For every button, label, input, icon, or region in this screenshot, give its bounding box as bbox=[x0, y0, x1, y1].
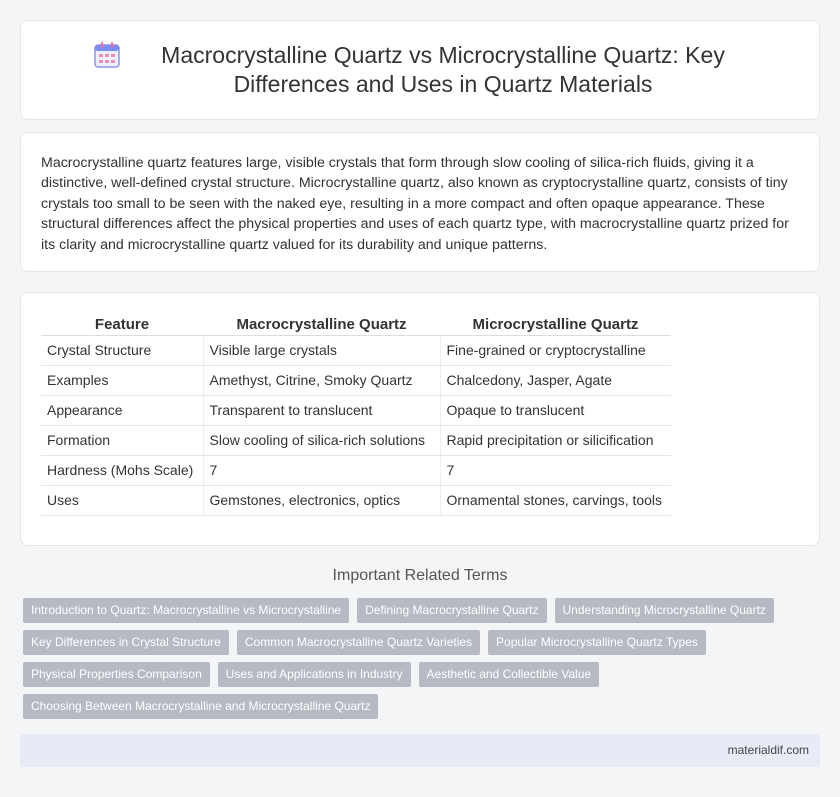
table-cell: Gemstones, electronics, optics bbox=[203, 486, 440, 516]
table-cell: 7 bbox=[440, 456, 671, 486]
related-terms-list bbox=[23, 598, 803, 726]
table-cell: Fine-grained or cryptocrystalline bbox=[440, 336, 671, 366]
table-cell: 7 bbox=[203, 456, 440, 486]
related-term-link[interactable]: Defining Macrocrystalline Quartz bbox=[357, 598, 546, 623]
related-term-link[interactable]: Common Macrocrystalline Quartz Varieties bbox=[237, 630, 480, 655]
related-term-link[interactable]: Popular Microcrystalline Quartz Types bbox=[488, 630, 706, 655]
site-name[interactable]: materialdif.com bbox=[727, 743, 809, 757]
intro-paragraph: Macrocrystalline quartz features large, visible crystals that form through slow cooling of silica-rich fluids, giving it a distinctive, well-defined crystal structure. Microcrystalline quartz, also known as cryptocrystalline quartz, consists of tiny crystals too small to be seen with the naked eye, resulting in a more compact and often opaque appearance. These structural differences affect the physical properties and uses of each quartz type, with macrocrystalline quartz prized for its clarity and microcrystalline quartz valued for its durability and unique patterns. bbox=[41, 155, 789, 253]
table-cell: Rapid precipitation or silicification bbox=[440, 426, 671, 456]
header-macrocrystalline: Macrocrystalline Quartz bbox=[203, 316, 440, 336]
related-term-link[interactable]: Uses and Applications in Industry bbox=[218, 662, 411, 687]
table-row bbox=[41, 336, 671, 366]
related-term-link[interactable]: Understanding Microcrystalline Quartz bbox=[555, 598, 774, 623]
table-cell: Uses bbox=[41, 486, 203, 516]
table-cell: Crystal Structure bbox=[41, 336, 203, 366]
header-feature: Feature bbox=[41, 316, 203, 336]
intro-card bbox=[20, 132, 820, 272]
calendar-icon bbox=[92, 40, 122, 70]
table-cell: Hardness (Mohs Scale) bbox=[41, 456, 203, 486]
table-cell: Amethyst, Citrine, Smoky Quartz bbox=[203, 366, 440, 396]
table-row bbox=[41, 426, 671, 456]
header-microcrystalline: Microcrystalline Quartz bbox=[440, 316, 671, 336]
related-term-link[interactable]: Introduction to Quartz: Macrocrystalline vs Microcrystalline bbox=[23, 598, 349, 623]
related-term-link[interactable]: Aesthetic and Collectible Value bbox=[419, 662, 600, 687]
related-term-link[interactable]: Choosing Between Macrocrystalline and Microcrystalline Quartz bbox=[23, 694, 378, 719]
table-cell: Opaque to translucent bbox=[440, 396, 671, 426]
table-cell: Formation bbox=[41, 426, 203, 456]
table-row bbox=[41, 366, 671, 396]
table-cell: Slow cooling of silica-rich solutions bbox=[203, 426, 440, 456]
table-row bbox=[41, 456, 671, 486]
related-terms-heading: Important Related Terms bbox=[332, 567, 508, 584]
table-cell: Transparent to translucent bbox=[203, 396, 440, 426]
title-card bbox=[20, 20, 820, 120]
table-row bbox=[41, 486, 671, 516]
table-row bbox=[41, 396, 671, 426]
table-cell: Visible large crystals bbox=[203, 336, 440, 366]
footer bbox=[20, 734, 820, 767]
table-cell: Ornamental stones, carvings, tools bbox=[440, 486, 671, 516]
table-cell: Appearance bbox=[41, 396, 203, 426]
related-term-link[interactable]: Physical Properties Comparison bbox=[23, 662, 210, 687]
table-header-row bbox=[41, 316, 671, 336]
comparison-card bbox=[20, 292, 820, 546]
page-title: Macrocrystalline Quartz vs Microcrystalline Quartz: Key Differences and Uses in Quartz Materials bbox=[161, 42, 725, 97]
table-cell: Chalcedony, Jasper, Agate bbox=[440, 366, 671, 396]
comparison-table bbox=[41, 316, 671, 516]
related-term-link[interactable]: Key Differences in Crystal Structure bbox=[23, 630, 229, 655]
table-cell: Examples bbox=[41, 366, 203, 396]
